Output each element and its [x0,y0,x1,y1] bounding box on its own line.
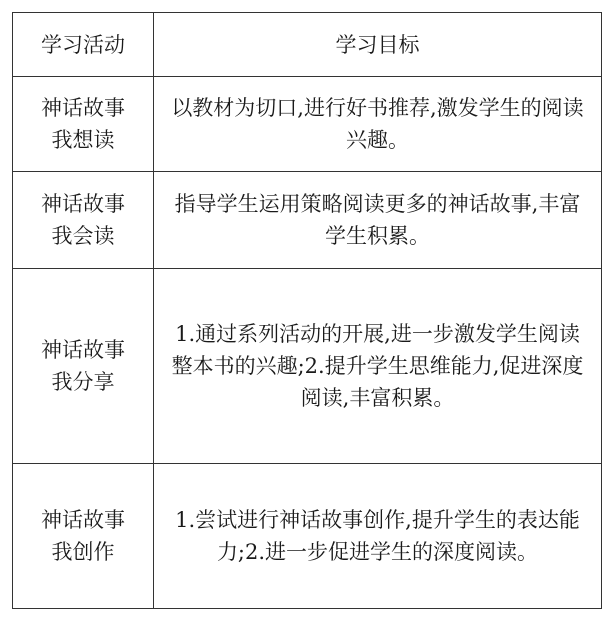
goal-cell: 1.通过系列活动的开展,进一步激发学生阅读整本书的兴趣;2.提升学生思维能力,促进深度阅读,丰富积累。 [154,269,602,464]
table-row [13,77,602,172]
header-activity: 学习活动 [13,13,154,77]
activity-line: 神话故事 [41,96,125,120]
goal-cell: 以教材为切口,进行好书推荐,激发学生的阅读兴趣。 [154,77,602,172]
activity-cell [13,464,154,609]
activity-cell [13,269,154,464]
learning-plan-table [12,12,602,609]
activity-line: 我创作 [51,540,115,564]
activity-line: 我分享 [51,370,115,394]
goal-cell: 1.尝试进行神话故事创作,提升学生的表达能力;2.进一步促进学生的深度阅读。 [154,464,602,609]
activity-cell [13,172,154,269]
activity-cell [13,77,154,172]
activity-line: 我会读 [51,224,115,248]
activity-line: 神话故事 [41,338,125,362]
goal-cell: 指导学生运用策略阅读更多的神话故事,丰富学生积累。 [154,172,602,269]
table-row [13,172,602,269]
table-row [13,269,602,464]
table-header-row [13,13,602,77]
activity-line: 神话故事 [41,508,125,532]
header-goal: 学习目标 [154,13,602,77]
table-row [13,464,602,609]
activity-line: 我想读 [51,128,115,152]
activity-line: 神话故事 [41,192,125,216]
